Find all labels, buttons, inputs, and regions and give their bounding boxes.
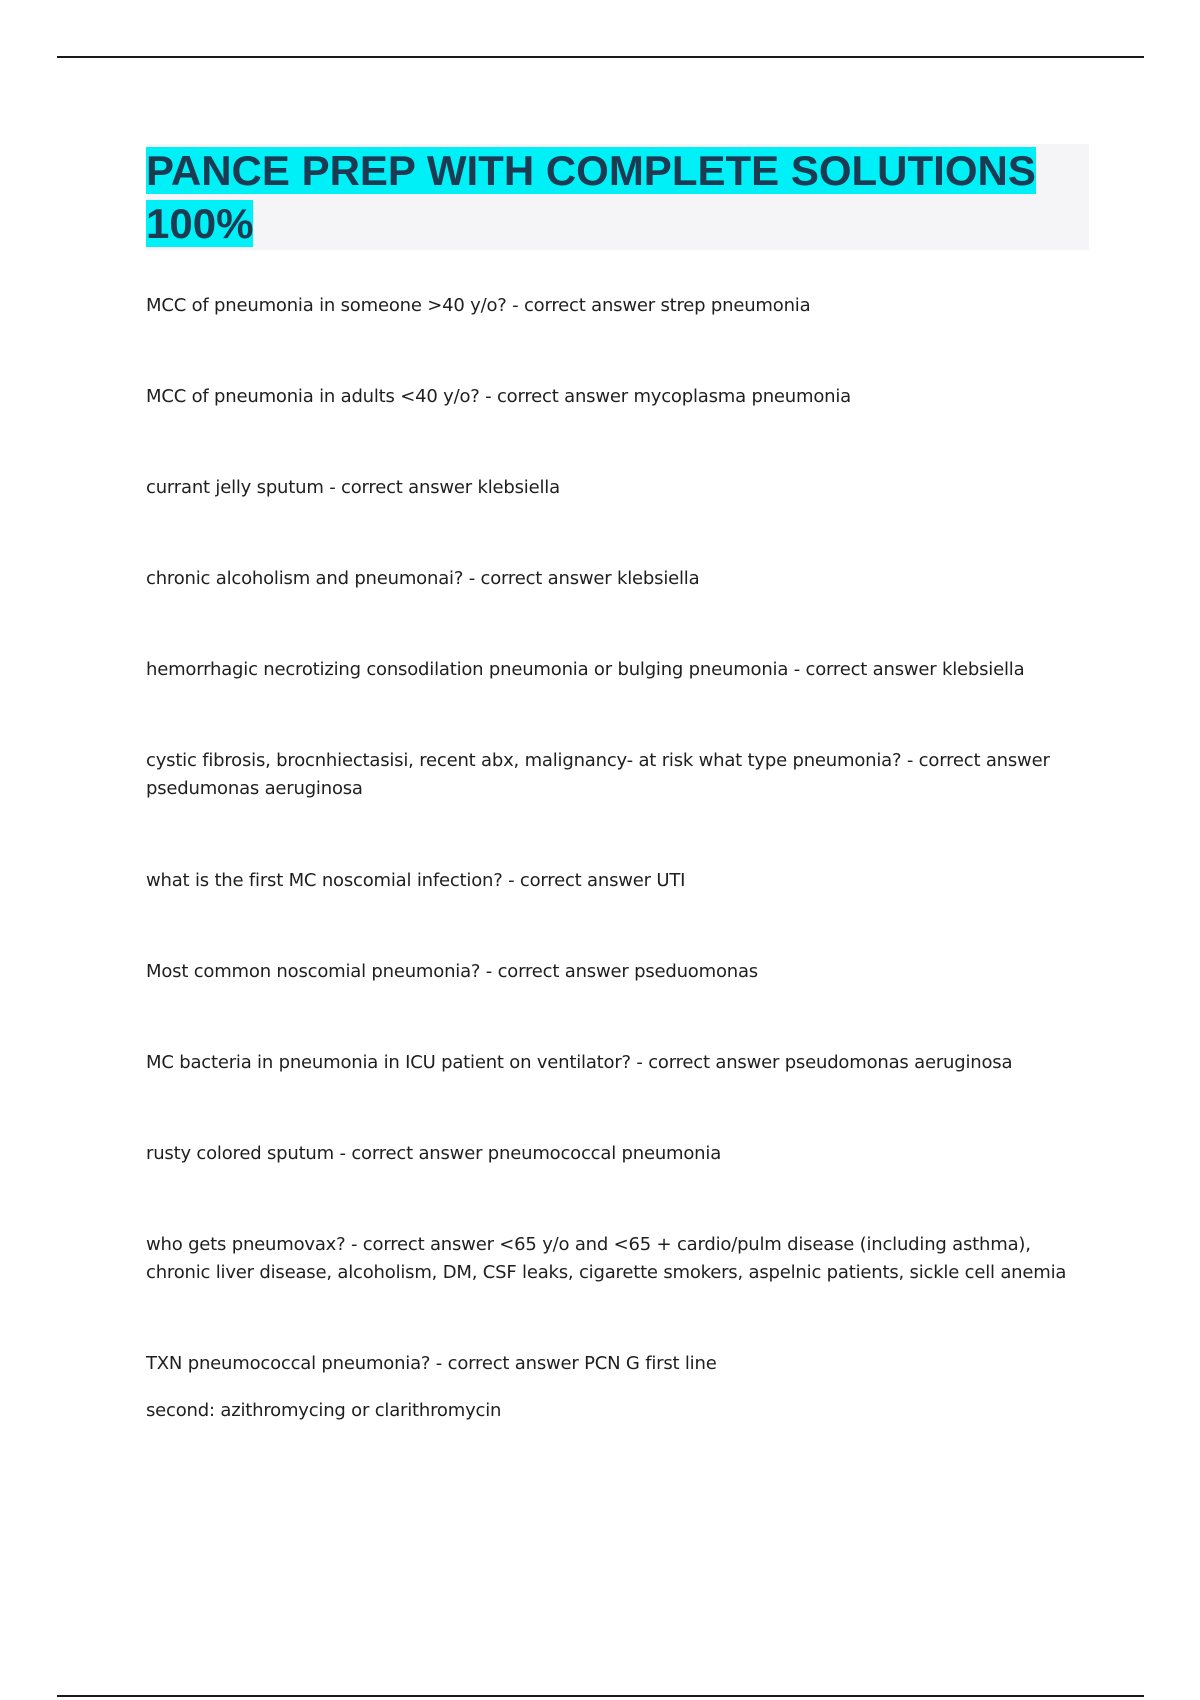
top-rule [57,56,1144,58]
qa-item: TXN pneumococcal pneumonia? - correct answer PCN G first line [146,1353,717,1374]
qa-item: Most common noscomial pneumonia? - correct answer pseduomonas [146,961,758,982]
title-line-2: 100% [146,200,254,247]
title-block [146,144,1089,250]
bottom-rule [57,1695,1144,1697]
qa-item: rusty colored sputum - correct answer pneumococcal pneumonia [146,1143,722,1164]
qa-item: chronic alcoholism and pneumonai? - correct answer klebsiella [146,568,700,589]
qa-item: cystic fibrosis, brocnhiectasisi, recent abx, malignancy- at risk what type pneumonia? - correct answer psedumonas aeruginosa [146,750,1050,799]
qa-item: currant jelly sputum - correct answer klebsiella [146,477,560,498]
qa-item: hemorrhagic necrotizing consodilation pneumonia or bulging pneumonia - correct answer klebsiella [146,659,1025,680]
qa-item: who gets pneumovax? - correct answer <65 y/o and <65 + cardio/pulm disease (including asthma), chronic liver disease, alcoholism, DM, CSF leaks, cigarette smokers, aspelnic patients, sickle cell anemia [146,1234,1067,1283]
qa-item: second: azithromycing or clarithromycin [146,1400,502,1421]
title-line-1: PANCE PREP WITH COMPLETE SOLUTIONS [146,147,1036,194]
qa-item: MCC of pneumonia in adults <40 y/o? - correct answer mycoplasma pneumonia [146,386,851,407]
page-title [146,144,1089,250]
qa-item: what is the first MC noscomial infection? - correct answer UTI [146,870,686,891]
qa-item: MCC of pneumonia in someone >40 y/o? - correct answer strep pneumonia [146,295,811,316]
qa-item: MC bacteria in pneumonia in ICU patient on ventilator? - correct answer pseudomonas aeruginosa [146,1052,1013,1073]
